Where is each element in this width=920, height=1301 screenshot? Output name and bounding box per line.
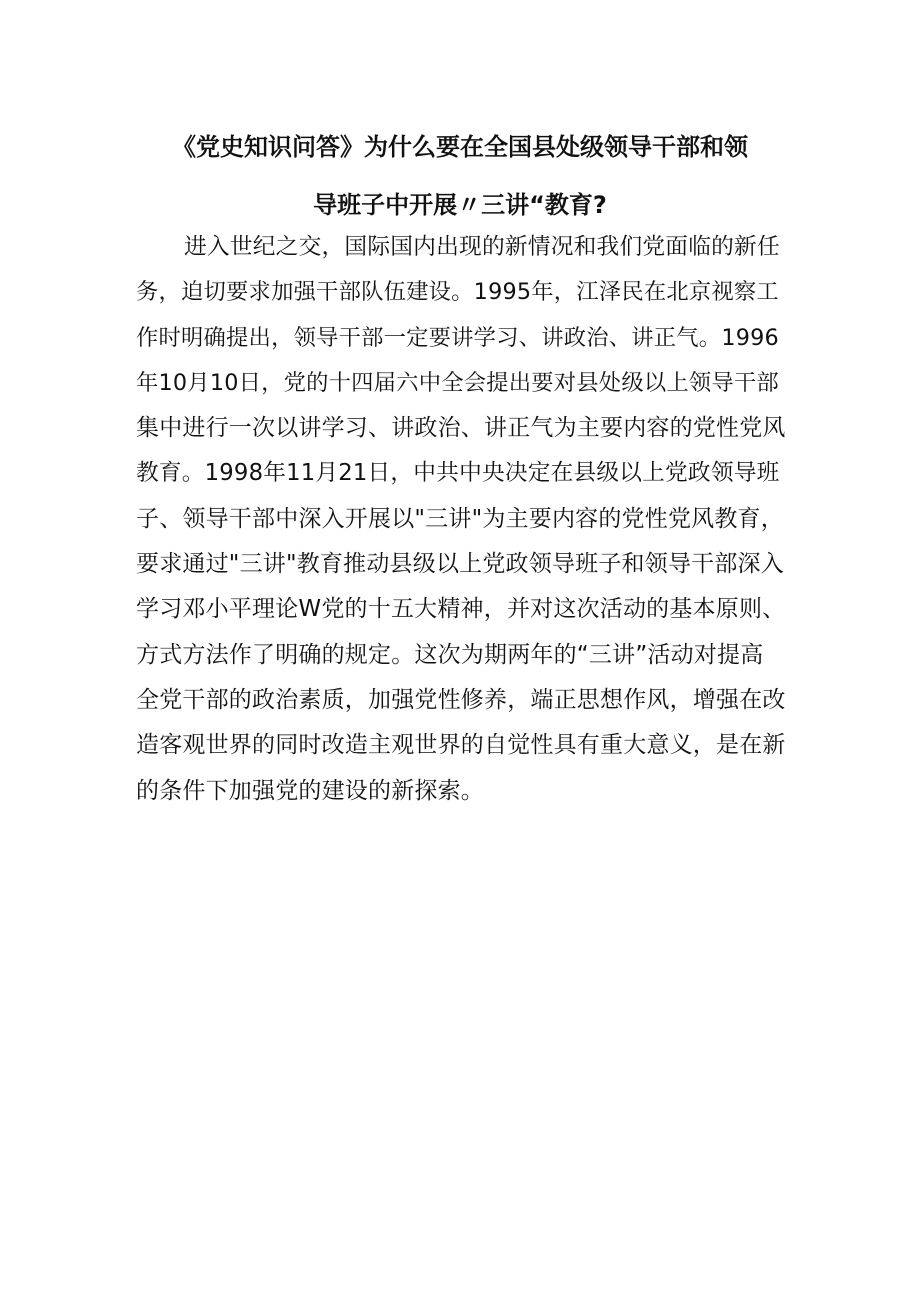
- body-line-4: 年10月10日，党的十四届六中全会提出要对县处级以上领导干部: [136, 369, 779, 396]
- body-line-1: 进入世纪之交，国际国内出现的新情况和我们党面临的新任: [184, 234, 780, 260]
- body-line-7: 子、领导干部中深入开展以"三讲"为主要内容的党性党风教育，: [136, 505, 784, 532]
- body-line-9: 学习邓小平理论W党的十五大精神，并对这次活动的基本原则、: [136, 596, 786, 623]
- body-line-3: 作时明确提出，领导干部一定要讲学习、讲政治、讲正气。1996: [136, 324, 779, 351]
- body-line-12: 造客观世界的同时改造主观世界的自觉性具有重大意义，是在新: [136, 732, 786, 759]
- body-line-13: 的条件下加强党的建设的新探索。: [136, 777, 484, 804]
- body-paragraph: [136, 225, 786, 814]
- body-line-10: 方式方法作了明确的规定。这次为期两年的“三讲”活动对提高: [136, 641, 764, 668]
- title-line-2: 导班子中开展〃三讲“教育?: [313, 191, 607, 219]
- body-line-8: 要求通过"三讲"教育推动县级以上党政领导班子和领导干部深入: [136, 551, 784, 578]
- title-line-1: 《党史知识问答》为什么要在全国县处级领导干部和领: [172, 133, 748, 161]
- body-line-2: 务，迫切要求加强干部队伍建设。1995年，江泽民在北京视察工: [136, 279, 779, 306]
- document-title: [130, 118, 790, 234]
- body-line-6: 教育。1998年11月21日，中共中央决定在县级以上党政领导班: [136, 460, 780, 487]
- body-line-5: 集中进行一次以讲学习、讲政治、讲正气为主要内容的党性党风: [136, 415, 786, 442]
- body-line-11: 全党干部的政治素质，加强党性修养，端正思想作风，增强在改: [136, 686, 786, 713]
